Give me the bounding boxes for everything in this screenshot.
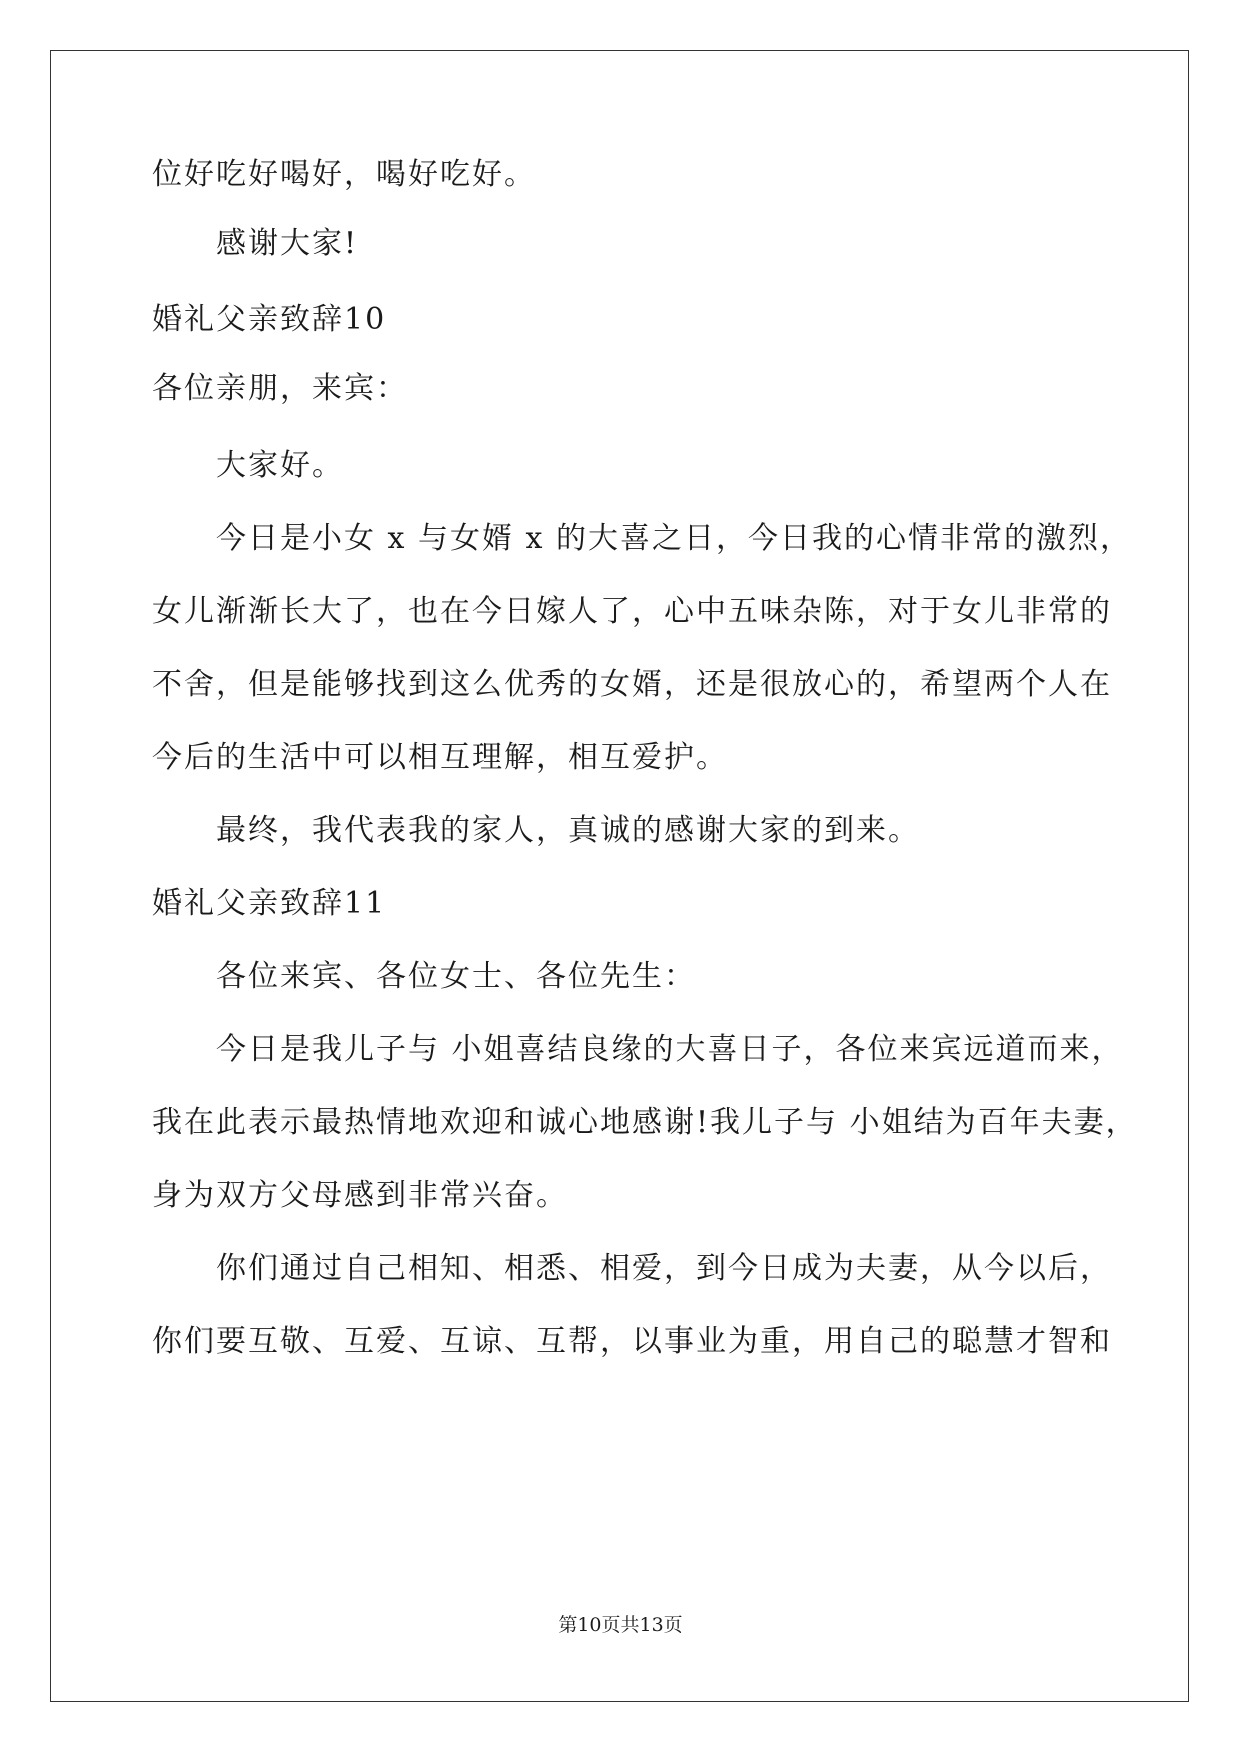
paragraph-line: 你们通过自己相知、相悉、相爱，到今日成为夫妻，从今以后， xyxy=(216,1251,1112,1286)
salutation-line: 各位来宾、各位女士、各位先生： xyxy=(216,959,696,994)
paragraph-line: 你们要互敬、互爱、互谅、互帮，以事业为重，用自己的聪慧才智和 xyxy=(152,1324,1112,1359)
page-border xyxy=(50,50,1189,1702)
page-total: 共13页 xyxy=(620,1614,683,1636)
paragraph-line: 今日是我儿子与 小姐喜结良缘的大喜日子，各位来宾远道而来， xyxy=(216,1032,1124,1067)
salutation-line: 各位亲朋，来宾： xyxy=(152,371,408,406)
paragraph-line: 身为双方父母感到非常兴奋。 xyxy=(152,1178,568,1213)
page-number: 第10页 xyxy=(558,1614,621,1636)
section-heading-10: 婚礼父亲致辞10 xyxy=(152,302,387,337)
paragraph-line: 最终，我代表我的家人，真诚的感谢大家的到来。 xyxy=(216,813,920,848)
paragraph-line: 今日是小女 x 与女婿 x 的大喜之日，今日我的心情非常的激烈， xyxy=(216,521,1132,556)
section-heading-11: 婚礼父亲致辞11 xyxy=(152,886,387,921)
paragraph-line: 今后的生活中可以相互理解，相互爱护。 xyxy=(152,740,728,775)
body-line-2: 感谢大家! xyxy=(216,226,359,261)
paragraph-line: 女儿渐渐长大了，也在今日嫁人了，心中五味杂陈，对于女儿非常的 xyxy=(152,594,1112,629)
body-line-1: 位好吃好喝好，喝好吃好。 xyxy=(152,157,536,192)
greeting-line: 大家好。 xyxy=(216,448,344,483)
page-footer xyxy=(0,1613,1241,1637)
paragraph-line: 不舍，但是能够找到这么优秀的女婿，还是很放心的，希望两个人在 xyxy=(152,667,1112,702)
paragraph-line: 我在此表示最热情地欢迎和诚心地感谢!我儿子与 小姐结为百年夫妻， xyxy=(152,1105,1138,1140)
